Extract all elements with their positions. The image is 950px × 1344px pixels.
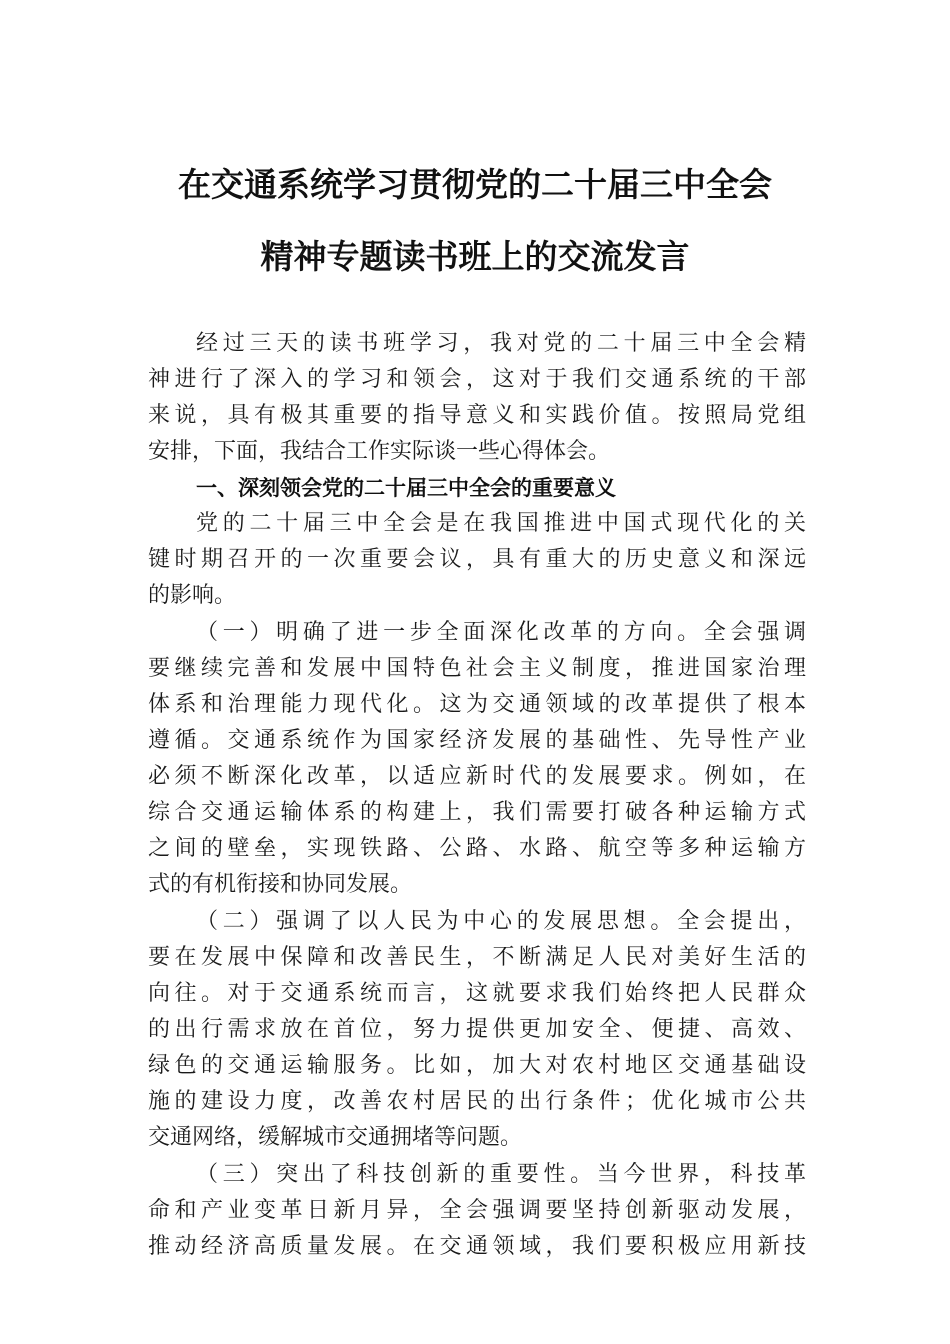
paragraph-line: 键时期召开的一次重要会议，具有重大的历史意义和深远	[148, 547, 806, 572]
paragraph-line: 之间的壁垒，实现铁路、公路、水路、航空等多种运输方	[148, 836, 806, 861]
paragraph-line: 遵循。交通系统作为国家经济发展的基础性、先导性产业	[148, 728, 806, 753]
paragraph-line: 体系和治理能力现代化。这为交通领域的改革提供了根本	[148, 692, 806, 717]
subsection-line: （三）突出了科技创新的重要性。当今世界，科技革	[196, 1162, 806, 1187]
paragraph-line: 必须不断深化改革，以适应新时代的发展要求。例如，在	[148, 764, 806, 789]
paragraph-line: 要在发展中保障和改善民生，不断满足人民对美好生活的	[148, 945, 806, 970]
paragraph-line: 神进行了深入的学习和领会，这对于我们交通系统的干部	[148, 367, 806, 392]
paragraph-line: 绿色的交通运输服务。比如，加大对农村地区交通基础设	[148, 1053, 806, 1078]
document-title-line-1: 在交通系统学习贯彻党的二十届三中全会	[178, 165, 772, 204]
paragraph-line: 要继续完善和发展中国特色社会主义制度，推进国家治理	[148, 656, 806, 681]
paragraph-line: 党的二十届三中全会是在我国推进中国式现代化的关	[196, 511, 806, 536]
section-heading: 一、深刻领会党的二十届三中全会的重要意义	[196, 476, 616, 500]
paragraph-line: 交通网络，缓解城市交通拥堵等问题。	[148, 1125, 523, 1150]
paragraph-line: 的出行需求放在首位，努力提供更加安全、便捷、高效、	[148, 1017, 806, 1042]
paragraph-line: 的影响。	[148, 583, 237, 608]
document-title-line-2: 精神专题读书班上的交流发言	[260, 237, 690, 276]
paragraph-line: 安排，下面，我结合工作实际谈一些心得体会。	[148, 439, 611, 464]
paragraph-line: 式的有机衔接和协同发展。	[148, 872, 413, 897]
paragraph-line: 推动经济高质量发展。在交通领域，我们要积极应用新技	[148, 1234, 806, 1259]
paragraph-line: 经过三天的读书班学习，我对党的二十届三中全会精	[196, 331, 806, 356]
subsection-line: （一）明确了进一步全面深化改革的方向。全会强调	[196, 620, 806, 645]
paragraph-line: 命和产业变革日新月异，全会强调要坚持创新驱动发展，	[148, 1198, 806, 1223]
paragraph-line: 综合交通运输体系的构建上，我们需要打破各种运输方式	[148, 800, 806, 825]
subsection-line: （二）强调了以人民为中心的发展思想。全会提出，	[196, 909, 806, 934]
paragraph-line: 向往。对于交通系统而言，这就要求我们始终把人民群众	[148, 981, 806, 1006]
paragraph-line: 施的建设力度，改善农村居民的出行条件；优化城市公共	[148, 1089, 806, 1114]
paragraph-line: 来说，具有极其重要的指导意义和实践价值。按照局党组	[148, 403, 806, 428]
